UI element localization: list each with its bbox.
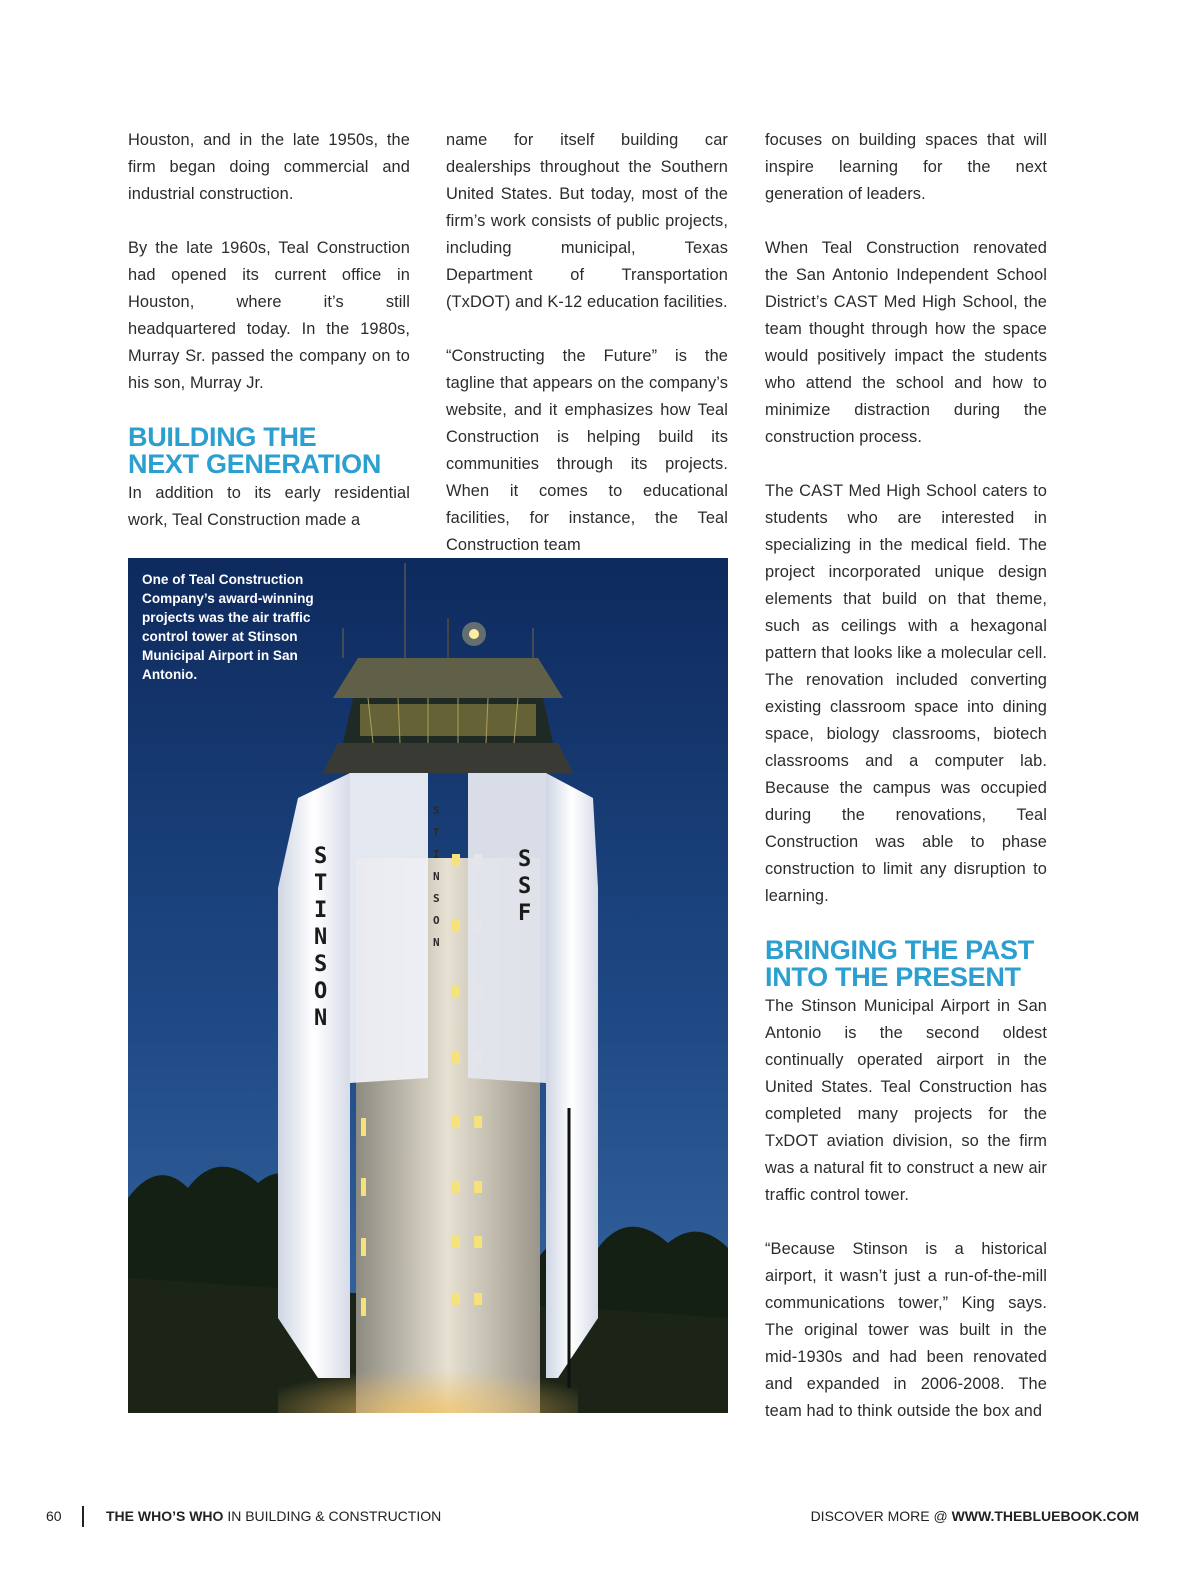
heading-line: NEXT GENERATION [128, 449, 382, 479]
tower-illustration [128, 558, 728, 1413]
text-column-2 [446, 127, 728, 559]
paragraph: In addition to its early residential work, Teal Construction made a [128, 484, 410, 529]
right-wing-panel [546, 773, 598, 1378]
footer-divider [82, 1506, 84, 1527]
discover-more [811, 1508, 1139, 1524]
text-column-3 [765, 127, 1047, 1425]
publication-title-rest: IN BUILDING & CONSTRUCTION [223, 1508, 442, 1524]
sign-left-stinson: S T I N S O N [314, 844, 328, 1031]
paragraph: focuses on building spaces that will inspire learning for the next generation of leaders. [765, 131, 1047, 203]
tower-photo [128, 558, 728, 1413]
text-column-1 [128, 127, 410, 534]
heading-line: INTO THE PRESENT [765, 962, 1021, 992]
page-footer [0, 1506, 1200, 1528]
section-heading-building [128, 424, 410, 478]
paragraph: “Constructing the Future” is the tagline that appears on the company’s website, and it emphasizes how Teal Construction is helping build its communities through its projects. When it comes to educational facilities, for instance, the Teal Construction team [446, 347, 728, 554]
paragraph: Houston, and in the late 1950s, the firm began doing commercial and industrial construction. [128, 131, 410, 203]
cab-roof [333, 658, 563, 698]
cab-balcony [323, 743, 573, 773]
paragraph: By the late 1960s, Teal Construction had opened its current office in Houston, where it’s still headquartered today. In the 1980s, Murray Sr. passed the company on to his son, Murray Jr. [128, 239, 410, 392]
sign-center-stinson: S T I N S O N [433, 804, 440, 949]
website-link[interactable]: WWW.THEBLUEBOOK.COM [951, 1508, 1139, 1524]
paragraph: The Stinson Municipal Airport in San Antonio is the second oldest continually operated airport in the United States. Teal Construction has completed many projects for the TxDOT aviation division, so the firm was a natural fit to construct a new air traffic control tower. [765, 997, 1047, 1204]
section-heading-bringing [765, 937, 1047, 991]
page-number: 60 [46, 1508, 62, 1524]
paragraph: When Teal Construction renovated the San Antonio Independent School District’s CAST Med High School, the team thought through how the space would positively impact the students who attend the school and how to minimize distraction during the construction process. [765, 239, 1047, 446]
heading-line: BUILDING THE [128, 422, 317, 452]
photo-caption: One of Teal Construction Company’s award-winning projects was the air traffic control tower at Stinson Municipal Airport in San Antonio. [142, 572, 314, 682]
publication-title-bold: THE WHO’S WHO [106, 1508, 224, 1524]
heading-line: BRINGING THE PAST [765, 935, 1034, 965]
publication-title [106, 1508, 441, 1524]
paragraph: The CAST Med High School caters to students who are interested in specializing in the medical field. The project incorporated unique design elements that build on that theme, such as ceilings with a hexagonal pattern that looks like a molecular cell. The renovation included converting existing classroom space into dining space, biology classrooms, biotech classrooms and a computer lab. Because the campus was occupied during the renovations, Teal Construction was able to phase construction to limit any disruption to learning. [765, 482, 1047, 905]
discover-label: DISCOVER MORE @ [810, 1508, 952, 1524]
paragraph: “Because Stinson is a historical airport, it wasn’t just a run-of-the-mill communications tower,” King says. The original tower was built in the mid-1930s and had been renovated and expanded in 2006-2008. The team had to think outside the box and [765, 1240, 1047, 1420]
paragraph: name for itself building car dealerships throughout the Southern United States. But today, most of the firm’s work consists of public projects, including municipal, Texas Department of Transportation (TxDOT) and K-12 education facilities. [446, 131, 728, 311]
sign-right-ssf: S S F [518, 847, 532, 926]
